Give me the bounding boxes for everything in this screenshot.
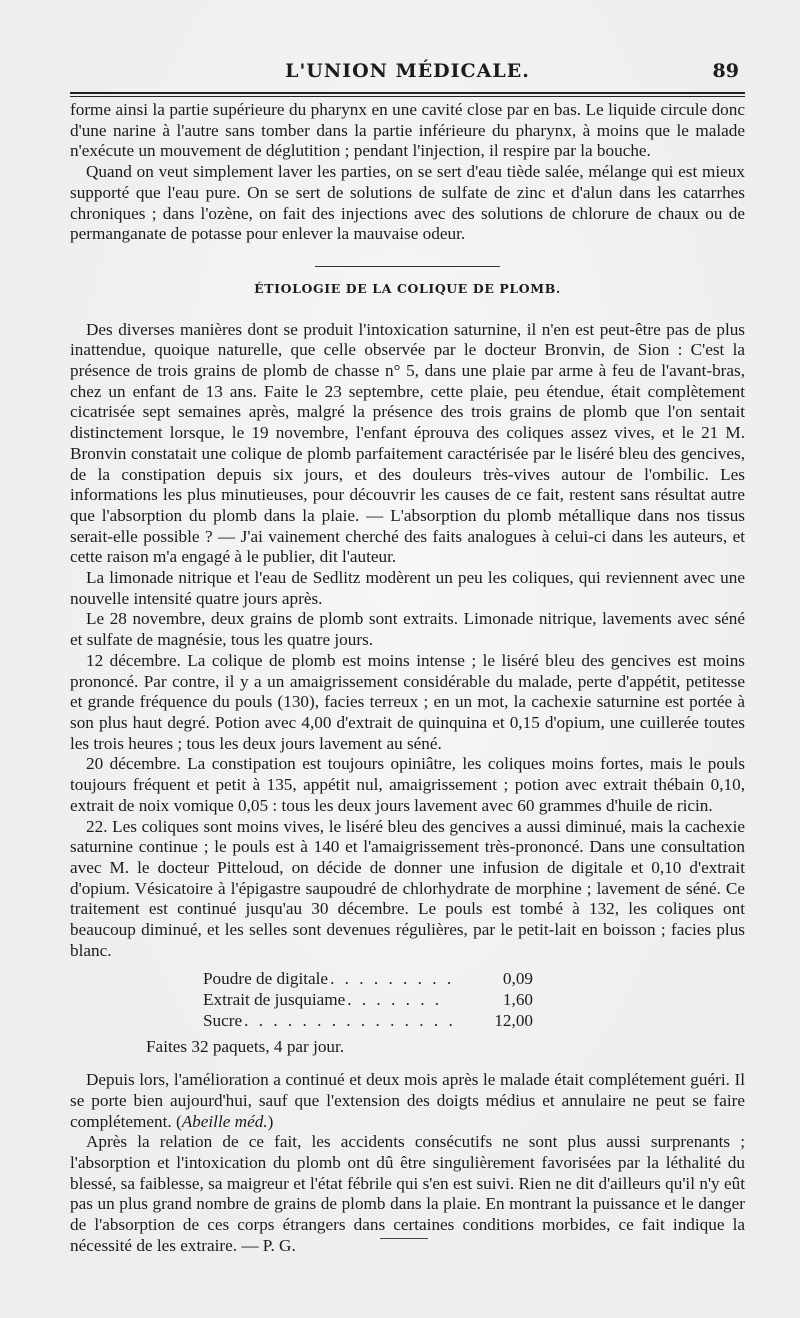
page-header (70, 58, 745, 88)
paragraph: forme ainsi la partie supérieure du pharynx en une cavité close par en bas. Le liquide circule donc d'une narine à l'autre sans tomber dans la partie inférieure du pharynx, à moins que le malade n'exécute un mouvement de déglutition ; pendant l'injection, il respire par la bouche. (70, 100, 745, 161)
leader-dots: . . . . . . . . . . . . . . . (244, 1010, 456, 1030)
closing-rule (380, 1238, 428, 1239)
ingredient-quantity: 0,09 (502, 969, 533, 989)
header-rule (70, 92, 745, 97)
article-body (70, 100, 745, 1257)
ingredient-quantity: 12,00 (494, 1010, 533, 1030)
prescription-row (203, 1011, 533, 1032)
leader-dots: . . . . . . . . . (330, 969, 455, 989)
paragraph: Des diverses manières dont se produit l'intoxication saturnine, il n'en est peut-être pas de plus inattendue, quoique naturelle, que celle observée par le docteur Bronvin, de Sion : C'est la présence de trois grains de plomb de chasse n° 5, dans une plaie par arme à feu de l'avant-bras, chez un enfant de 13 ans. Faite le 23 septembre, cette plaie, peu étendue, était complètement cicatrisée sept semaines après, malgré la présence des trois grains de plomb que l'on sentait distinctement lorsque, le 19 novembre, l'enfant éprouva des coliques assez vives, et le 21 M. Bronvin constatait une colique de plomb parfaitement caractérisée par le liséré bleu des gencives, de la constipation depuis six jours, et des douleurs très-vives autour de l'ombilic. Les informations les plus minutieuses, pour découvrir les causes de ce fait, restent sans résultat autre que l'absorption du plomb dans la plaie. — L'absorption du plomb métallique dans nos tissus serait-elle possible ? — J'ai vainement cherché des faits analogues à celui-ci dans les auteurs, et cette raison m'a engagé à le publier, dit l'auteur. (70, 319, 745, 567)
source-citation: Abeille méd. (181, 1111, 268, 1131)
prescription-row (203, 969, 533, 990)
page-number: 89 (712, 60, 739, 82)
paragraph: Quand on veut simplement laver les parties, on se sert d'eau tiède salée, mélange qui est mieux supporté que l'eau pure. On se sert de solutions de sulfate de zinc et d'alun dans les catarrhes chroniques ; dans l'ozène, on fait des injections avec des solutions de chlorure de chaux ou de permanganate de potasse pour enlever la mauvaise odeur. (70, 162, 745, 244)
paragraph: Après la relation de ce fait, les accidents consécutifs ne sont plus aussi surprenants ; l'absorption et l'intoxication du plomb ont dû être singulièrement favorisées par la léthalité du blessé, sa faiblesse, sa maigreur et l'état fébrile qui s'en est suivi. Rien ne dit d'ailleurs qu'il n'y eût pas un plus grand nombre de grains de plomb dans la plaie. En montrant la puissance et le danger de l'absorption de ces corps étrangers dans certaines conditions morbides, ce fait indique la nécessité de les extraire. — P. G. (70, 1132, 745, 1255)
ingredient-name: Extrait de jusquiame (203, 990, 346, 1010)
prescription-row (203, 990, 533, 1011)
prescription-note: Faites 32 paquets, 4 par jour. (146, 1037, 345, 1057)
prescription-table (203, 969, 533, 1031)
section-title: ÉTIOLOGIE DE LA COLIQUE DE PLOMB. (254, 280, 561, 296)
paragraph-text-end: ) (267, 1111, 274, 1131)
ingredient-name: Poudre de digitale (203, 969, 329, 989)
running-title: L'UNION MÉDICALE. (285, 60, 530, 82)
section-separator (315, 266, 500, 267)
paragraph: 12 décembre. La colique de plomb est moins intense ; le liséré bleu des gencives est moins prononcé. Par contre, il y a un amaigrissement considérable du malade, perte d'appétit, petitesse et grande fréquence du pouls (130), facies terreux ; en un mot, la cachexie saturnine est portée à son plus haut degré. Potion avec 4,00 d'extrait de quinquina et 0,15 d'opium, une cuillerée toutes les trois heures ; tous les deux jours lavement au séné. (70, 650, 745, 753)
leader-dots: . . . . . . . (347, 990, 443, 1010)
paragraph (70, 1070, 745, 1132)
ingredient-quantity: 1,60 (502, 990, 533, 1010)
paragraph: 20 décembre. La constipation est toujours opiniâtre, les coliques moins fortes, mais le pouls toujours fréquent et petit à 135, appétit nul, amaigrissement ; potion avec extrait thébain 0,10, extrait de noix vomique 0,05 : tous les deux jours lavement avec 60 grammes d'huile de ricin. (70, 754, 745, 815)
paragraph: 22. Les coliques sont moins vives, le liséré bleu des gencives a aussi diminué, mais la cachexie saturnine continue ; le pouls est à 140 et l'amaigrissement très-prononcé. Dans une consultation avec M. le docteur Pitteloud, on décide de donner une infusion de digitale et 0,10 d'extrait d'opium. Vésicatoire à l'épigastre saupoudré de chlorhydrate de morphine ; lavement de séné. Ce traitement est continué jusqu'au 30 décembre. Le pouls est tombé à 132, les coliques ont beaucoup diminué, et les selles sont devenues régulières, par le petit-lait en boisson ; facies plus blanc. (70, 816, 745, 960)
paragraph-text: Depuis lors, l'amélioration a continué et deux mois après le malade était complétement guéri. Il se porte bien aujourd'hui, sauf que l'extension des doigts médius et annulaire ne peut se faire complétement. ( (70, 1070, 745, 1131)
ingredient-name: Sucre (203, 1010, 243, 1030)
paragraph: La limonade nitrique et l'eau de Sedlitz modèrent un peu les coliques, qui reviennent avec une nouvelle intensité quatre jours après. (70, 568, 745, 608)
paragraph: Le 28 novembre, deux grains de plomb sont extraits. Limonade nitrique, lavements avec séné et sulfate de magnésie, tous les quatre jours. (70, 609, 745, 650)
